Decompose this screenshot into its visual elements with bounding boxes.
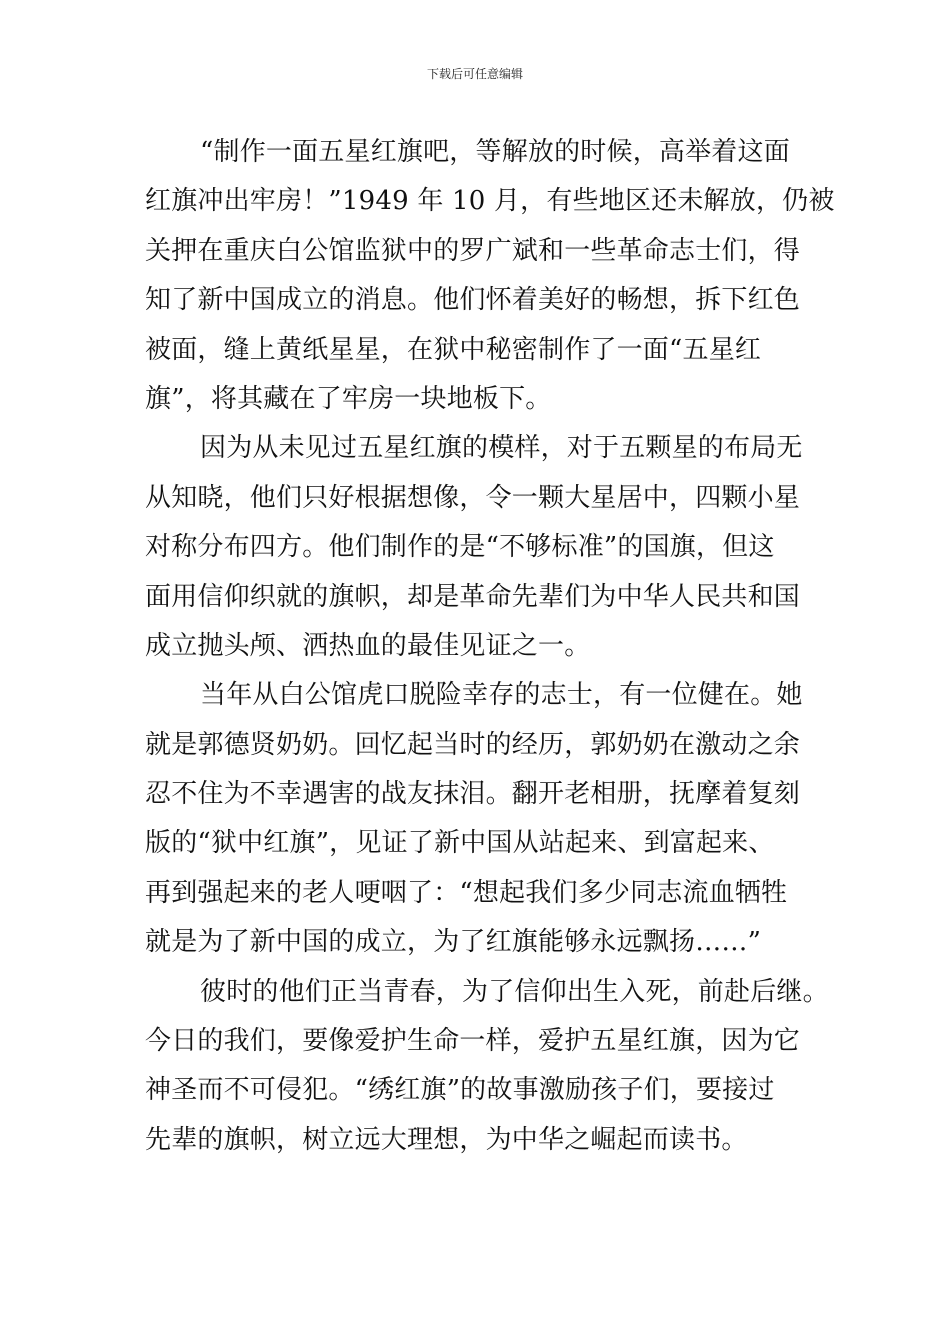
- text-line: 知了新中国成立的消息。他们怀着美好的畅想，拆下红色: [145, 285, 801, 316]
- text-line: 面用信仰织就的旗帜，却是革命先辈们为中华人民共和国: [145, 581, 801, 612]
- paragraph-1: [145, 128, 835, 424]
- text-line: 彼时的他们正当青春，为了信仰出生入死，前赴后继。: [200, 976, 829, 1007]
- text-line: 因为从未见过五星红旗的模样，对于五颗星的布局无: [200, 433, 803, 464]
- text-line: 被面，缝上黄纸星星，在狱中秘密制作了一面“五星红: [145, 334, 762, 365]
- text-line: 旗”，将其藏在了牢房一块地板下。: [145, 383, 552, 414]
- text-line: 从知晓，他们只好根据想像，令一颗大星居中，四颗小星: [145, 482, 801, 513]
- text-line: 忍不住为不幸遇害的战友抹泪。翻开老相册，抚摩着复刻: [145, 779, 801, 810]
- text-line: 版的“狱中红旗”，见证了新中国从站起来、到富起来、: [145, 828, 775, 859]
- page-header: 下载后可任意编辑: [426, 67, 523, 81]
- text-line: “制作一面五星红旗吧，等解放的时候，高举着这面: [200, 137, 790, 167]
- text-line: 对称分布四方。他们制作的是“不够标准”的国旗，但这: [145, 532, 775, 563]
- text-line: 当年从白公馆虎口脱险幸存的志士，有一位健在。她: [200, 680, 803, 711]
- text-line: 今日的我们，要像爱护生命一样，爱护五星红旗，因为它: [145, 1026, 801, 1057]
- paragraph-4: [145, 968, 829, 1166]
- text-line: 就是为了新中国的成立，为了红旗能够永远飘扬……”: [145, 927, 762, 958]
- paragraph-2: [145, 424, 825, 671]
- text-line: 再到强起来的老人哽咽了：“想起我们多少同志流血牺牲: [145, 877, 788, 908]
- text-line: 神圣而不可侵犯。“绣红旗”的故事激励孩子们，要接过: [145, 1075, 775, 1106]
- text-line: 红旗冲出牢房！”1949 年 10 月，有些地区还未解放，仍被: [145, 186, 835, 217]
- text-line: 关押在重庆白公馆监狱中的罗广斌和一些革命志士们，得: [145, 235, 801, 266]
- paragraph-3: [145, 671, 825, 967]
- text-line: 先辈的旗帜，树立远大理想，为中华之崛起而读书。: [145, 1124, 748, 1155]
- text-line: 成立抛头颅、洒热血的最佳见证之一。: [145, 630, 591, 661]
- document-body: [145, 128, 835, 1165]
- text-line: 就是郭德贤奶奶。回忆起当时的经历，郭奶奶在激动之余: [145, 729, 801, 760]
